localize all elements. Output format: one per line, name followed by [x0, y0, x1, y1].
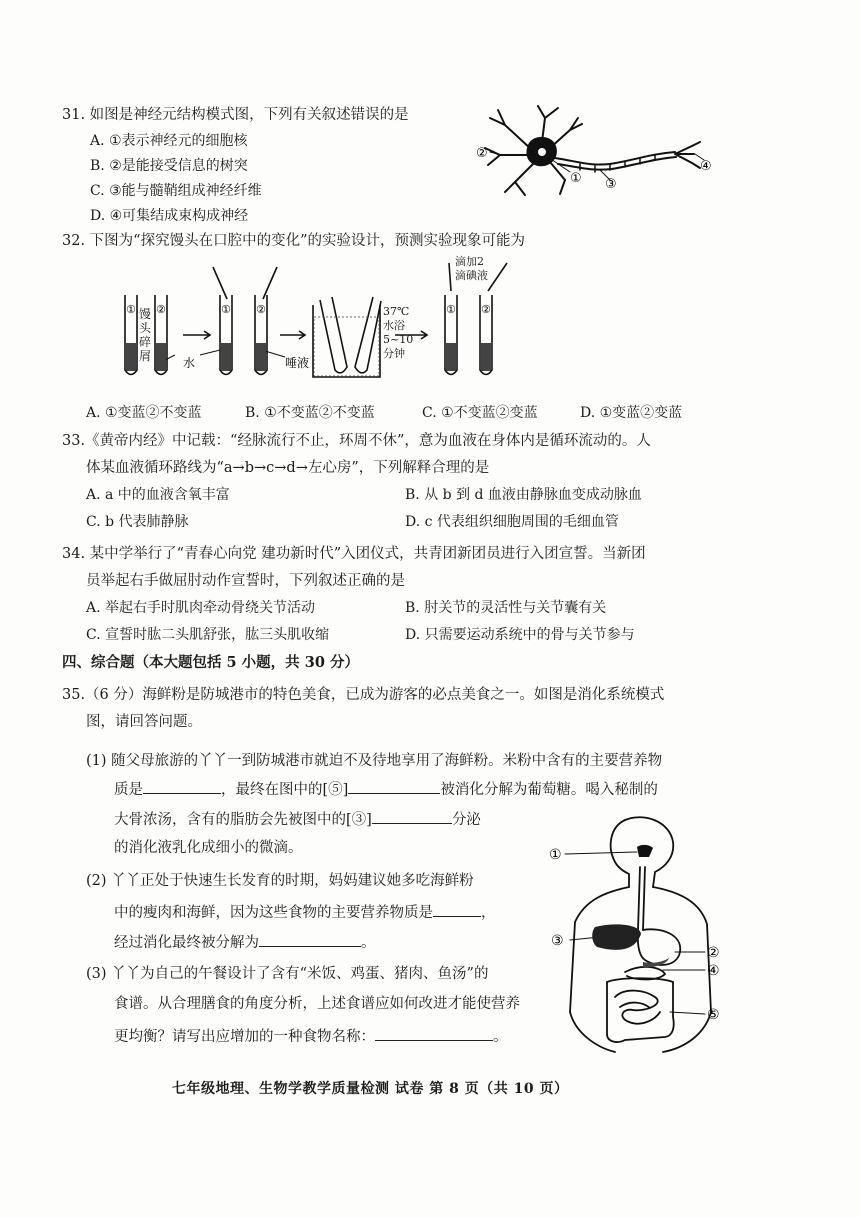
iodine-label: 滴加2滴碘液	[455, 255, 488, 282]
section-heading: 四、综合题（本大题包括 5 小题，共 30 分）	[62, 654, 359, 671]
q33-stem-line1: 33.《黄帝内经》中记载：“经脉流行不止，环周不休”，意为血液在身体内是循环流动的。人	[62, 433, 651, 449]
q35-part1-line2	[114, 779, 658, 799]
q34-option-c: C. 宣誓时肱二头肌舒张，肱三头肌收缩	[86, 627, 330, 643]
q31-option-c: C. ③能与髓鞘组成神经纤维	[90, 183, 262, 199]
q35-part1-text-b: ，最终在图中的[⑤]	[221, 782, 349, 798]
tube-label-2a: ②	[156, 303, 166, 316]
page-footer: 七年级地理、生物学教学质量检测 试卷 第 8 页（共 10 页）	[172, 1081, 569, 1097]
water-label: 水	[183, 356, 196, 370]
q34-option-a: A. 举起右手时肌肉牵动骨绕关节活动	[86, 600, 316, 616]
answer-blank-5[interactable]	[259, 932, 361, 947]
q34-stem-line2: 员举起右手做屈肘动作宣誓时，下列叙述正确的是	[86, 573, 405, 589]
tube-label-1b: ①	[221, 303, 231, 316]
bread-crumbs-label: 馒头碎屑	[139, 307, 152, 363]
q35-part2-text-b: ，	[481, 905, 496, 921]
q35-part1-text-d: 大骨浓汤，含有的脂肪会先被图中的[③]	[114, 812, 372, 828]
tube-label-1c: ①	[446, 303, 456, 316]
q35-part2-line3	[114, 932, 376, 952]
q35-part2-line2	[114, 902, 496, 922]
q31-option-d: D. ④可集结成束构成神经	[90, 208, 249, 224]
q33-stem-line2: 体某血液循环路线为“a→b→c→d→左心房”，下列解释合理的是	[86, 460, 490, 476]
q32-stem: 32. 下图为“探究馒头在口腔中的变化”的实验设计，预测实验现象可能为	[62, 233, 525, 249]
q35-part1-line3	[114, 809, 481, 829]
q35-part1-text-c: 被消化分解为葡萄糖。喝入秘制的	[440, 782, 658, 798]
neuron-label-4: ④	[700, 159, 712, 174]
neuron-diagram	[470, 100, 730, 200]
neuron-label-2: ②	[476, 146, 488, 161]
q31-option-b: B. ②是能接受信息的树突	[90, 158, 248, 174]
water-bath-label: 37℃水浴5~10分钟	[383, 305, 414, 360]
q32-option-d: D. ①变蓝②变蓝	[580, 405, 683, 421]
q31-stem: 31. 如图是神经元结构模式图，下列有关叙述错误的是	[62, 107, 409, 123]
experiment-diagram	[115, 255, 535, 385]
q35-part3-line2: 食谱。从合理膳食的角度分析，上述食谱应如何改进才能使营养	[114, 996, 520, 1012]
q33-option-d: D. c 代表组织细胞周围的毛细血管	[405, 514, 619, 530]
q31-option-a: A. ①表示神经元的细胞核	[90, 133, 248, 149]
q35-part1-line1: (1) 随父母旅游的丫丫一到防城港市就迫不及待地享用了海鲜粉。米粉中含有的主要营养物	[86, 753, 663, 769]
q35-stem-line1: 35.（6 分）海鲜粉是防城港市的特色美食，已成为游客的必点美食之一。如图是消化系统模式	[62, 687, 665, 703]
q33-option-b: B. 从 b 到 d 血液由静脉血变成动脉血	[405, 487, 642, 503]
q34-option-d: D. 只需要运动系统中的骨与关节参与	[405, 627, 635, 643]
neuron-label-1: ①	[570, 171, 582, 186]
q34-option-b: B. 肘关节的灵活性与关节囊有关	[405, 600, 607, 616]
digestive-label-3: ③	[551, 933, 564, 949]
q35-part1-line4: 的消化液乳化成细小的微滴。	[114, 840, 303, 856]
q35-part1-text-a: 质是	[114, 782, 143, 798]
neuron-label-3: ③	[605, 177, 617, 192]
q33-option-a: A. a 中的血液含氧丰富	[86, 487, 230, 503]
digestive-system-diagram	[545, 812, 735, 1057]
q35-stem-line2: 图，请回答问题。	[86, 714, 202, 730]
q32-option-a: A. ①变蓝②不变蓝	[86, 405, 202, 421]
q35-part3-text-a: 更均衡？请写出应增加的一种食物名称：	[114, 1029, 375, 1045]
answer-blank-4[interactable]	[433, 902, 481, 917]
q35-part2-line1: (2) 丫丫正处于快速生长发育的时期，妈妈建议她多吃海鲜粉	[86, 873, 474, 889]
q33-option-c: C. b 代表肺静脉	[86, 514, 189, 530]
answer-blank-1[interactable]	[143, 779, 221, 794]
q35-part3-text-b: 。	[493, 1029, 508, 1045]
q35-part3-line1: (3) 丫丫为自己的午餐设计了含有“米饭、鸡蛋、猪肉、鱼汤”的	[86, 966, 489, 982]
q35-part2-text-c: 经过消化最终被分解为	[114, 935, 259, 951]
q35-part3-line3	[114, 1026, 508, 1046]
tube-label-2b: ②	[256, 303, 266, 316]
q32-option-b: B. ①不变蓝②不变蓝	[245, 405, 375, 421]
answer-blank-6[interactable]	[375, 1026, 493, 1041]
digestive-label-1: ①	[549, 847, 562, 863]
q35-part1-text-e: 分泌	[451, 812, 481, 828]
q32-option-c: C. ①不变蓝②变蓝	[422, 405, 538, 421]
digestive-label-2: ②	[707, 945, 720, 961]
answer-blank-3[interactable]	[372, 809, 452, 824]
digestive-label-5: ⑤	[707, 1007, 720, 1023]
answer-blank-2[interactable]	[348, 779, 440, 794]
q35-part2-text-a: 中的瘦肉和海鲜，因为这些食物的主要营养物质是	[114, 905, 433, 921]
q34-stem-line1: 34. 某中学举行了“青春心向党 建功新时代”入团仪式，共青团新团员进行入团宣誓。当新团	[62, 546, 646, 562]
tube-label-1a: ①	[126, 303, 136, 316]
q35-part2-text-d: 。	[361, 935, 376, 951]
tube-label-2c: ②	[481, 303, 491, 316]
digestive-label-4: ④	[707, 963, 720, 979]
saliva-label: 唾液	[285, 356, 310, 370]
